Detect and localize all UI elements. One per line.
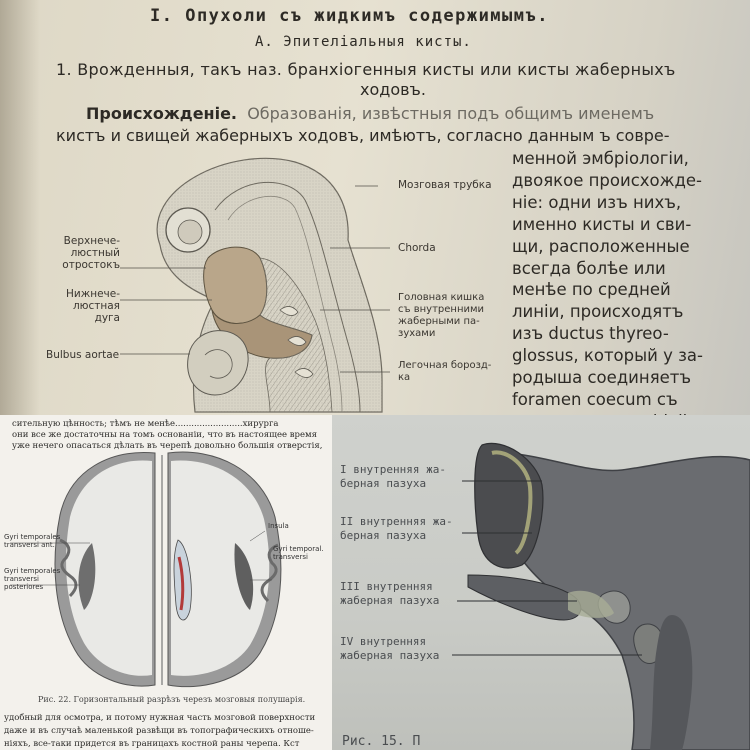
label-gyri-temporales-posterior: Gyri temporales transversi posteriores (4, 567, 61, 591)
paragraph-line-1 (86, 104, 654, 123)
column-line: двоякое происхожде- (512, 170, 702, 190)
page-text-line-5: даже и въ случаѣ маленькой развѣщи въ топографическихъ отноше- (4, 726, 314, 736)
label-gyri-temporal-right: Gyri temporal. transversi (273, 545, 324, 561)
figure-caption: Рис. 22. Горизонтальный разрѣзъ черезъ мозговыя полушарія. (38, 695, 306, 704)
label-gyri-temporales-anterior: Gyri temporales transversi ant. (4, 533, 61, 549)
gill-pouch-page (332, 415, 750, 750)
label-neural-tube: Мозговая трубка (398, 179, 492, 191)
label-pouch-4: IV внутренняя жаберная пазуха (340, 635, 440, 662)
label-chorda: Chorda (398, 242, 436, 254)
chapter-heading: I. Опухоли съ жидкимъ содержимымъ. (150, 6, 549, 26)
label-head-gut: Головная кишка съ внутренними жаберными па- зухами (398, 292, 485, 339)
page-text-line-2: они все же достаточны на томъ основаніи, что въ настоящее время (12, 430, 317, 440)
column-line: менной эмбріологіи, (512, 149, 689, 168)
label-lung-groove: Легочная борозд- ка (398, 360, 492, 383)
paragraph-line-2: кистъ и свищей жаберныхъ ходовъ, имѣютъ, согласно данным ъ совре- (56, 126, 670, 145)
column-line: щи, расположенные (512, 236, 690, 256)
label-lower-jaw-arch: Нижнече- люстная дуга (66, 288, 120, 324)
page-text-line-6: ніяхъ, все-таки придется въ границахъ костной раны черепа. Кст (4, 739, 300, 749)
section-heading: А. Эпителіальныя кисты. (255, 34, 472, 50)
column-line: линіи, происходятъ (512, 302, 684, 322)
page-text-line-3: уже нечего опасаться дѣлать въ черепѣ довольно большія отверстія, (12, 441, 323, 451)
subsection-heading-line2: ходовъ. (360, 80, 426, 99)
column-line: менѣе по средней (512, 280, 671, 300)
label-upper-jaw-process: Верхнече- люстный отростокъ (62, 235, 120, 271)
paragraph-lead: Происхожденіе. (86, 104, 238, 123)
label-pouch-2: II внутренняя жа- берная пазуха (340, 515, 453, 542)
figure-caption-partial: Рис. 15. П (342, 734, 421, 749)
column-line: изъ ductus thyreo- (512, 324, 669, 344)
subsection-heading-line1: 1. Врожденныя, такъ наз. бранхіогенныя кисты или кисты жаберныхъ (56, 60, 676, 79)
label-bulbus-aortae: Bulbus aortae (46, 349, 120, 361)
column-line: foramen coecum съ (512, 389, 678, 409)
paragraph-line-1-text: Образованія, извѣстныя подъ общимъ именемъ (247, 104, 655, 123)
label-pouch-3: III внутренняя жаберная пазуха (340, 580, 440, 607)
column-line: родыша соединяетъ (512, 368, 692, 388)
label-pouch-1: I внутренняя жа- берная пазуха (340, 463, 446, 490)
brain-section-page (0, 415, 332, 750)
column-line: всегда болѣе или (512, 258, 666, 278)
page-text-line-4: удобный для осмотра, и потому нужная часть мозговой поверхности (4, 713, 316, 723)
column-line: ніе: одни изъ нихъ, (512, 192, 682, 212)
page-gutter-shadow (0, 0, 40, 415)
column-line: именно кисты и сви- (512, 214, 692, 234)
brain-horizontal-section (50, 445, 290, 695)
label-insula: Insula (268, 522, 289, 530)
page-text-line-1: сительную цѣнность; тѣмъ не менѣе.........................хирурга (12, 419, 279, 429)
column-line: glossus, который у за- (512, 346, 703, 366)
text-column (512, 148, 702, 455)
